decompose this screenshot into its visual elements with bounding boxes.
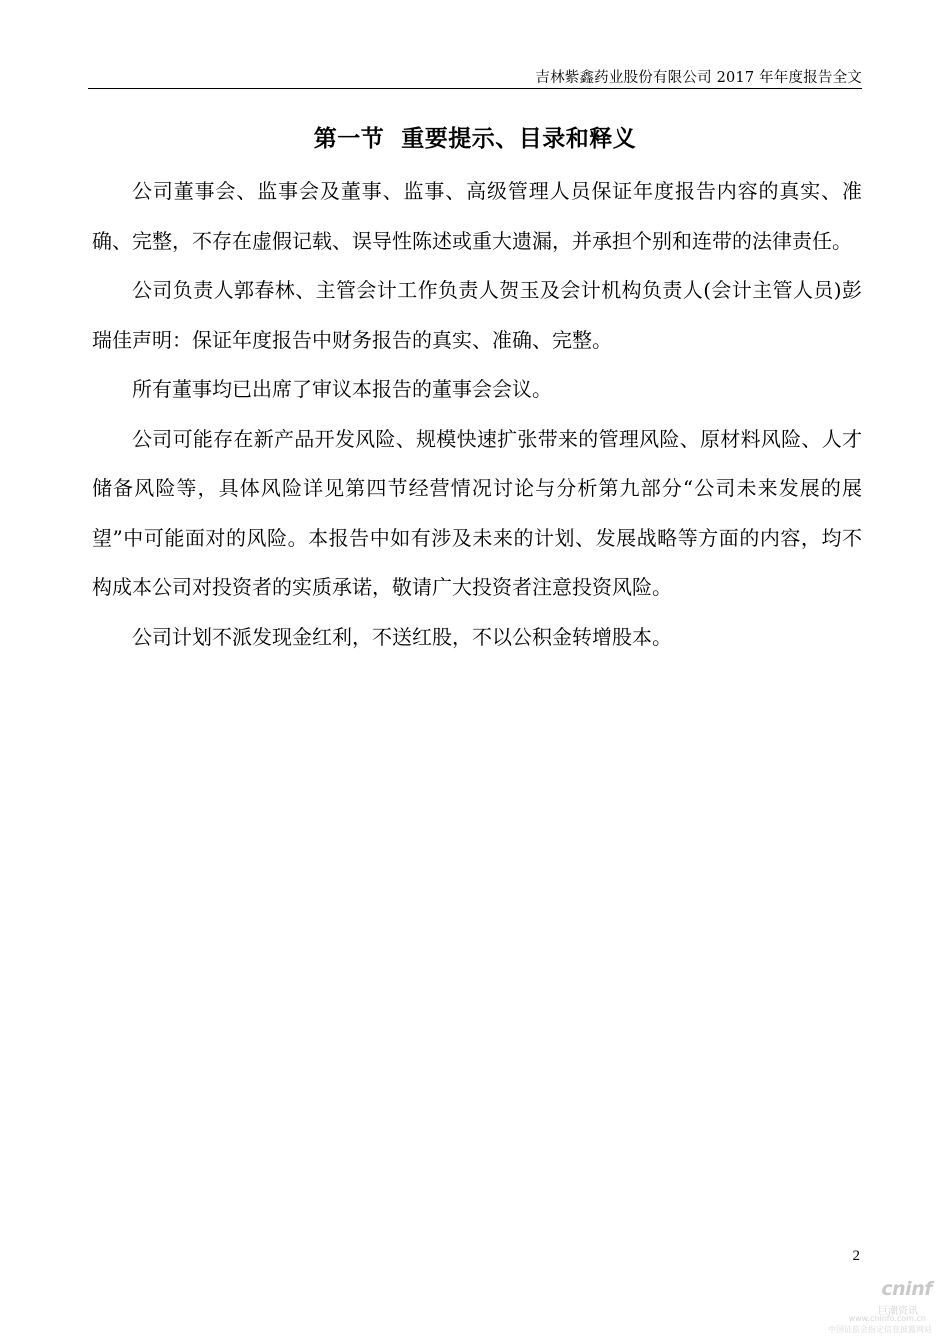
watermark-name: 巨潮资讯: [878, 1306, 918, 1317]
watermark-tagline: 中国证监会指定信息披露网站: [828, 1325, 932, 1334]
paragraph-risk-notice: 公司可能存在新产品开发风险、规模快速扩张带来的管理风险、原材料风险、人才储备风险等，具体风险详见第四节经营情况讨论与分析第九部分“公司未来发展的展望”中可能面对的风险。本报告中如有涉及未来的计划、发展战略等方面的内容，均不构成本公司对投资者的实质承诺，敬请广大投资者注意投资风险。: [92, 426, 862, 599]
body-text: [92, 167, 862, 662]
section-title: 第一节 重要提示、目录和释义: [313, 126, 637, 152]
watermark-url: www.cninfo.com.cn: [848, 1314, 926, 1323]
watermark-logo-text: cninf: [881, 1278, 932, 1300]
paragraph-board-attendance: 所有董事均已出席了审议本报告的董事会会议。: [132, 377, 552, 401]
header-divider: [88, 88, 862, 89]
paragraph-financial-statement-declaration: 公司负责人郭春林、主管会计工作负责人贺玉及会计机构负责人(会计主管人员)彭瑞佳声明：保证年度报告中财务报告的真实、准确、完整。: [92, 278, 862, 352]
cninfo-watermark: [822, 1278, 932, 1338]
running-header: 吉林紫鑫药业股份有限公司 2017 年年度报告全文: [535, 70, 862, 86]
paragraph-dividend-plan: 公司计划不派发现金红利，不送红股，不以公积金转增股本。: [132, 624, 672, 649]
paragraph-responsibility-statement: 公司董事会、监事会及董事、监事、高级管理人员保证年度报告内容的真实、准确、完整，不存在虚假记载、误导性陈述或重大遗漏，并承担个别和连带的法律责任。: [92, 179, 862, 253]
page-number: 2: [852, 1248, 860, 1264]
